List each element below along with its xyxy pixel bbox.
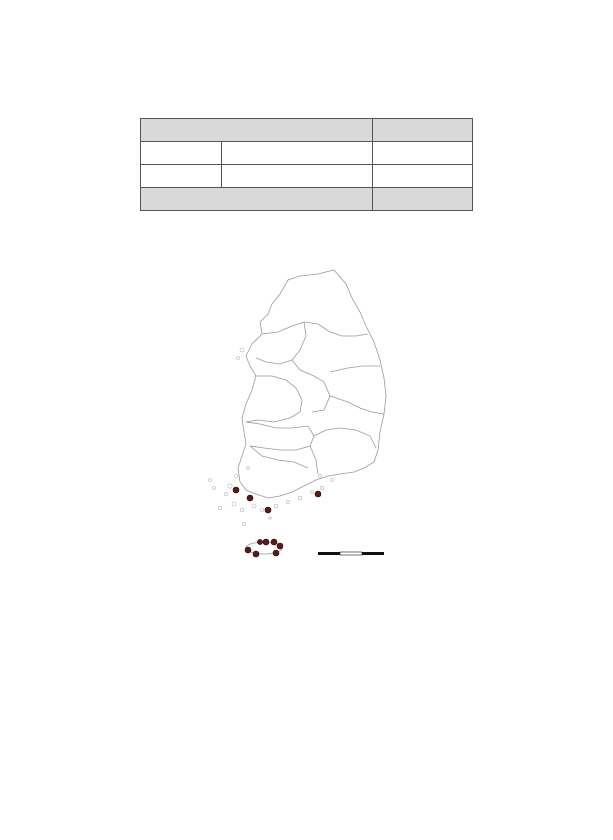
header-region: [141, 119, 373, 142]
mainland-outline: [238, 270, 386, 498]
boundary-seoul-gyeonggi: [256, 322, 306, 364]
distribution-dot: [315, 491, 321, 497]
header-count: [372, 119, 472, 142]
cell-region: [141, 142, 222, 165]
table-row: [141, 142, 473, 165]
table-header-row: [141, 119, 473, 142]
cell-areas: [221, 142, 372, 165]
table-row: [141, 165, 473, 188]
island-outlines: [209, 348, 334, 525]
distribution-map: [200, 262, 430, 582]
jeju-inset: [245, 539, 283, 557]
table-total-row: [141, 188, 473, 211]
distribution-dot: [233, 487, 239, 493]
korea-map-svg: [200, 262, 430, 582]
province-outlines: [238, 270, 386, 498]
cell-count: [372, 142, 472, 165]
boundary-jeonbuk: [246, 422, 314, 450]
survey-sites-table: [140, 118, 473, 211]
cell-count: [372, 165, 472, 188]
distribution-dot: [247, 495, 253, 501]
boundary-gyeongbuk: [330, 366, 384, 414]
distribution-dots: [233, 487, 321, 513]
cell-areas: [221, 165, 372, 188]
total-label: [141, 188, 373, 211]
cell-region: [141, 165, 222, 188]
scale-bar: [318, 552, 384, 555]
boundary-gangwon: [304, 322, 368, 336]
distribution-dot: [265, 507, 271, 513]
boundary-chungbuk: [292, 360, 330, 412]
total-count: [372, 188, 472, 211]
